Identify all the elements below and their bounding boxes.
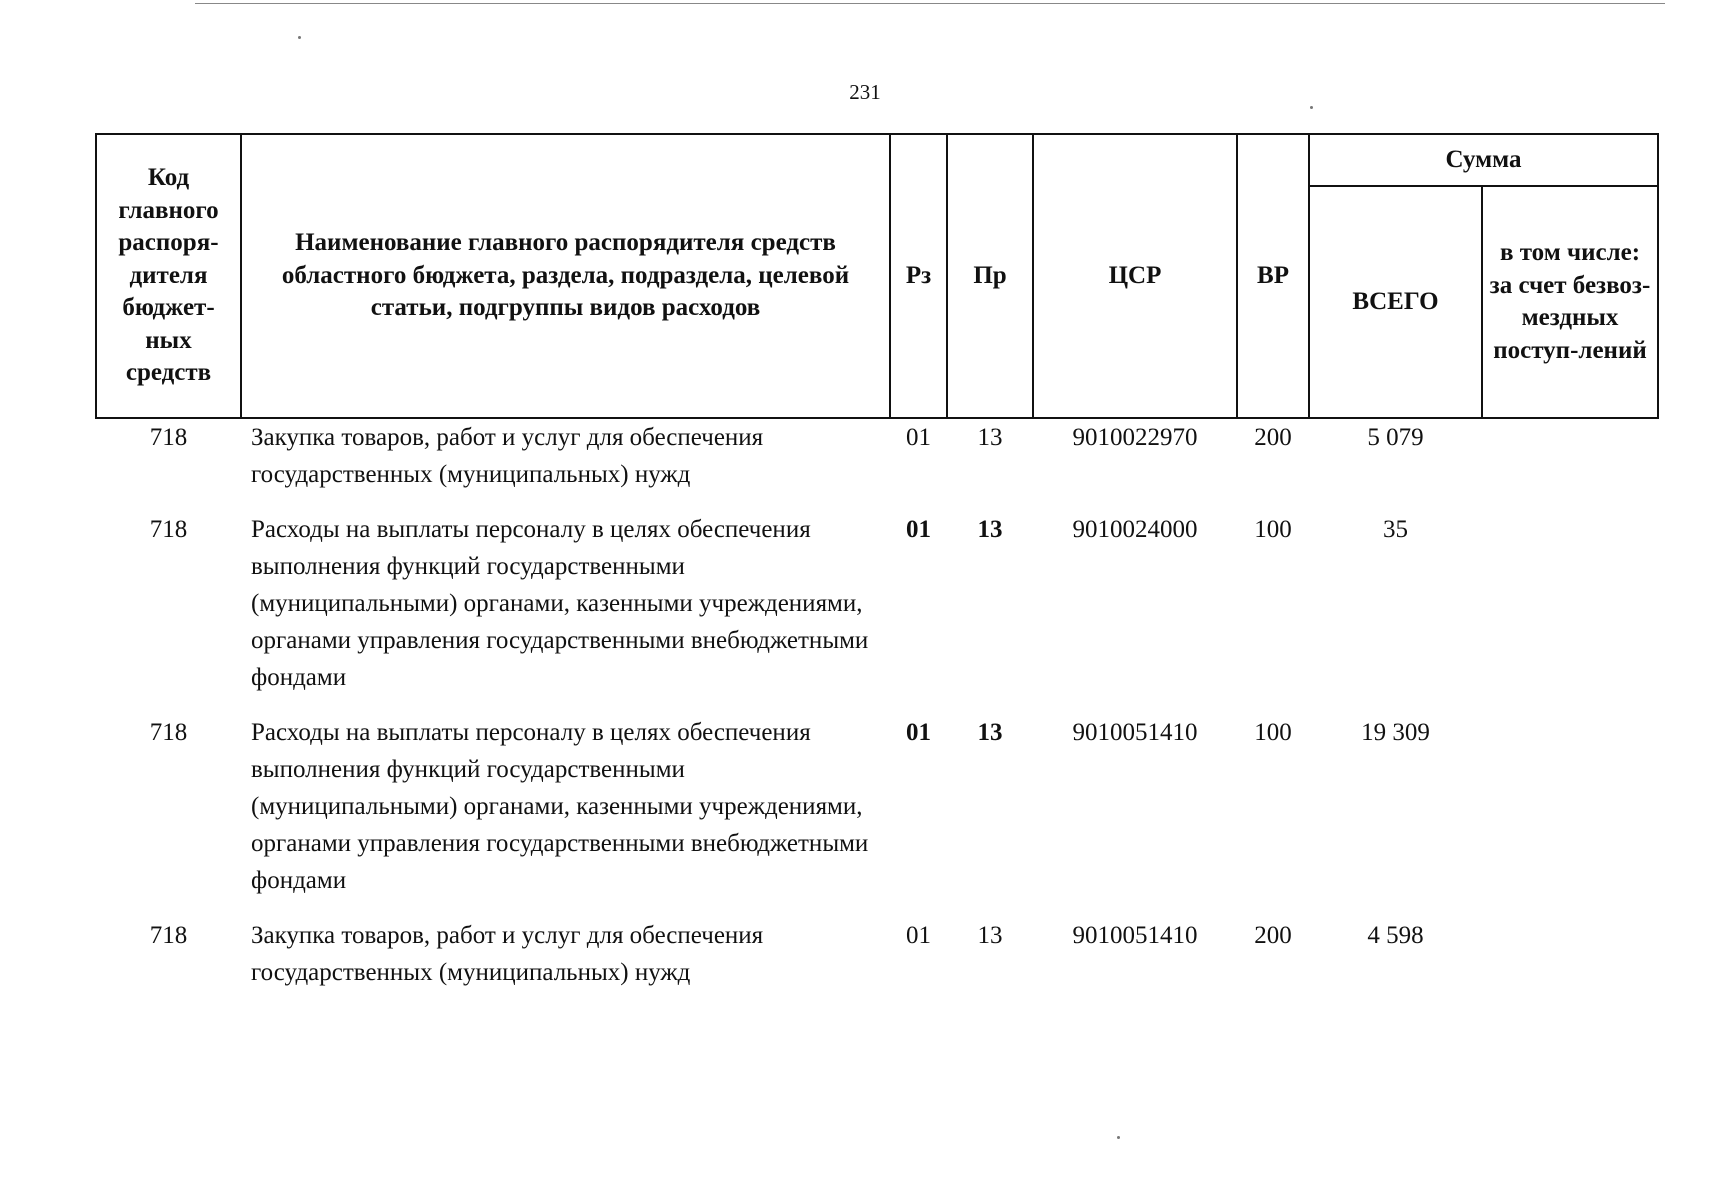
cell-vr: 200 [1254,424,1292,451]
cell-name: Расходы на выплаты персоналу в целях обеспечения выполнения функций государственными (муниципальными) органами, казенными учреждениями, органами управления государственными внебюджетными фондами [251,516,869,691]
budget-table [95,133,1659,1009]
cell-total: 4 598 [1367,922,1424,949]
table-row [96,511,1658,714]
cell-code: 718 [149,516,188,543]
table-row [96,714,1658,917]
header-code: Код главного распоря-дителя бюджет-ных средств [96,134,241,418]
table-row [96,418,1658,511]
scan-speck [1310,106,1313,109]
cell-vr: 200 [1254,922,1292,949]
header-incl-grants: в том числе: за счет безвоз-мездных поступ-лений [1482,186,1658,418]
cell-csr: 9010051410 [1072,719,1198,746]
cell-pr: 13 [977,719,1003,746]
cell-pr: 13 [977,922,1003,949]
cell-rz: 01 [906,516,931,543]
cell-csr: 9010024000 [1072,516,1198,543]
cell-total: 35 [1383,516,1408,543]
cell-vr: 100 [1254,516,1292,543]
cell-name: Закупка товаров, работ и услуг для обеспечения государственных (муниципальных) нужд [251,424,764,488]
scan-border-line [195,3,1665,4]
cell-code: 718 [149,922,188,949]
table-row [96,917,1658,1009]
cell-pr: 13 [977,424,1003,451]
cell-incl [1482,714,1658,917]
header-vr: ВР [1237,134,1309,418]
scan-speck [1117,1136,1120,1139]
cell-code: 718 [149,424,188,451]
scan-speck [298,36,301,39]
cell-incl [1482,917,1658,1009]
cell-pr: 13 [977,516,1003,543]
cell-total: 5 079 [1367,424,1424,451]
cell-csr: 9010022970 [1072,424,1198,451]
cell-csr: 9010051410 [1072,922,1198,949]
cell-rz: 01 [906,922,931,949]
header-total: ВСЕГО [1309,186,1482,418]
cell-code: 718 [149,719,188,746]
cell-name: Закупка товаров, работ и услуг для обеспечения государственных (муниципальных) нужд [251,922,764,986]
cell-name: Расходы на выплаты персоналу в целях обеспечения выполнения функций государственными (муниципальными) органами, казенными учреждениями, органами управления государственными внебюджетными фондами [251,719,869,894]
header-name: Наименование главного распорядителя средств областного бюджета, раздела, подраздела, целевой статьи, подгруппы видов расходов [241,134,890,418]
cell-rz: 01 [906,719,931,746]
header-summa: Сумма [1309,134,1658,186]
cell-rz: 01 [906,424,931,451]
cell-incl [1482,418,1658,511]
page-number: 231 [849,80,881,104]
cell-total: 19 309 [1361,719,1430,746]
cell-incl [1482,511,1658,714]
header-rz: Рз [890,134,947,418]
header-pr: Пр [947,134,1033,418]
cell-vr: 100 [1254,719,1292,746]
header-csr: ЦСР [1033,134,1237,418]
